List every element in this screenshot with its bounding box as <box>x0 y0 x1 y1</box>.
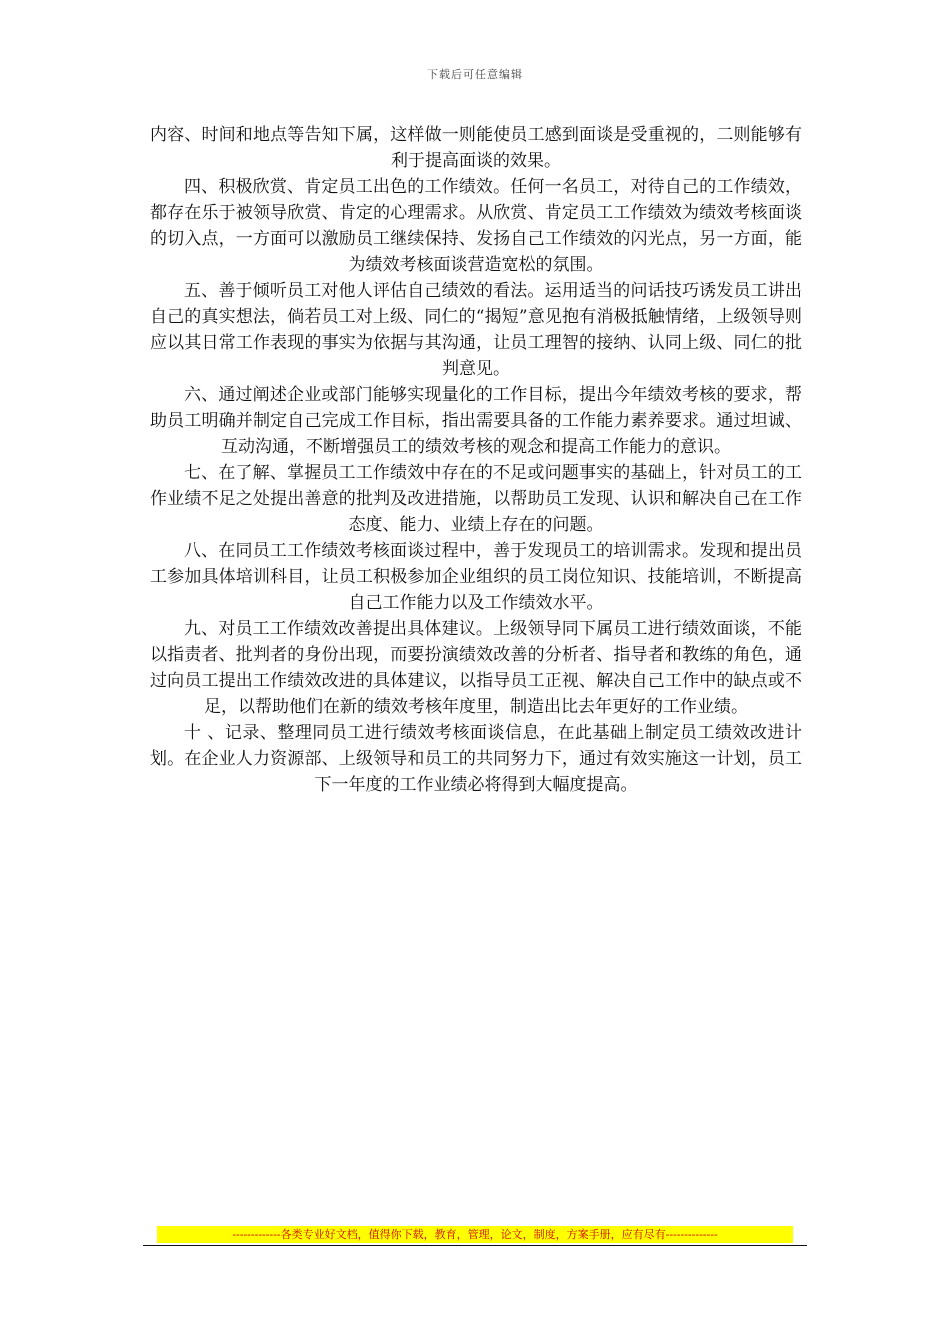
paragraph-continuation: 内容、时间和地点等告知下属，这样做一则能使员工感到面谈是受重视的，二则能够有利于提高面谈的效果。 <box>150 125 802 171</box>
paragraph-item-6: 六、通过阐述企业或部门能够实现量化的工作目标，提出今年绩效考核的要求，帮助员工明确并制定自己完成工作目标，指出需要具备的工作能力素养要求。通过坦诚、互动沟通，不断增强员工的绩效考核的观念和提高工作能力的意识。 <box>150 385 802 457</box>
paragraph-item-9: 九、对员工工作绩效改善提出具体建议。上级领导同下属员工进行绩效面谈，不能以指责者、批判者的身份出现，而要扮演绩效改善的分析者、指导者和教练的角色，通过向员工提出工作绩效改进的具体建议，以指导员工正视、解决自己工作中的缺点或不足，以帮助他们在新的绩效考核年度里，制造出比去年更好的工作业绩。 <box>150 619 802 717</box>
paragraph-item-10: 十 、记录、整理同员工进行绩效考核面谈信息，在此基础上制定员工绩效改进计划。在企业人力资源部、上级领导和员工的共同努力下，通过有效实施这一计划，员工下一年度的工作业绩必将得到大幅度提高。 <box>150 723 802 795</box>
document-body <box>150 122 802 798</box>
paragraph-item-4: 四、积极欣赏、肯定员工出色的工作绩效。任何一名员工，对待自己的工作绩效，都存在乐于被领导欣赏、肯定的心理需求。从欣赏、肯定员工工作绩效为绩效考核面谈的切入点，一方面可以激励员工继续保持、发扬自己工作绩效的闪光点，另一方面，能为绩效考核面谈营造宽松的氛围。 <box>150 177 802 275</box>
paragraph-item-5: 五、善于倾听员工对他人评估自己绩效的看法。运用适当的问话技巧诱发员工讲出自己的真实想法，倘若员工对上级、同仁的“揭短”意见抱有消极抵触情绪，上级领导则应以其日常工作表现的事实为依据与其沟通，让员工理智的接纳、认同上级、同仁的批判意见。 <box>150 281 802 379</box>
footer-promo-banner: -------------各类专业好文档，值得你下载，教育，管理，论文，制度，方案手册，应有尽有-------------- <box>157 1226 793 1243</box>
page-header-note: 下载后可任意编辑 <box>427 68 523 81</box>
paragraph-item-8: 八、在同员工工作绩效考核面谈过程中，善于发现员工的培训需求。发现和提出员工参加具体培训科目，让员工积极参加企业组织的员工岗位知识、技能培训，不断提高自己工作能力以及工作绩效水平。 <box>150 541 802 613</box>
footer-divider <box>143 1245 807 1246</box>
paragraph-item-7: 七、在了解、掌握员工工作绩效中存在的不足或问题事实的基础上，针对员工的工作业绩不足之处提出善意的批判及改进措施，以帮助员工发现、认识和解决自己在工作态度、能力、业绩上存在的问题。 <box>150 463 802 535</box>
